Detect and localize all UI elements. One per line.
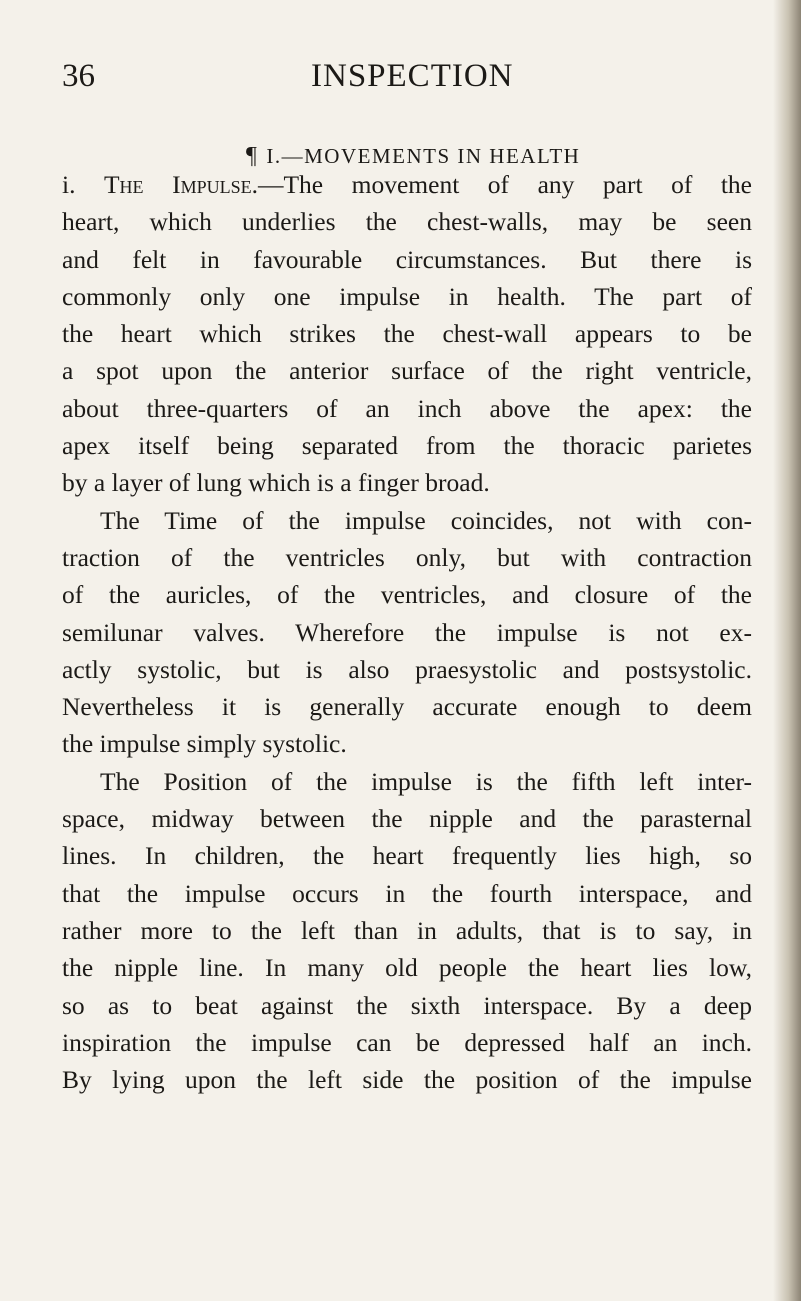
text-line: by a layer of lung which is a finger broad. [62,468,490,498]
text-line: a spot upon the anterior surface of the right ventricle, [62,356,752,386]
text-line: lines. In children, the heart frequently lies high, so [62,841,752,871]
text-line: the nipple line. In many old people the heart lies low, [62,953,752,983]
text-line: apex itself being separated from the thoracic parietes [62,431,752,461]
text-line: actly systolic, but is also praesystolic and postsystolic. [62,654,752,684]
text-line: rather more to the left than in adults, that is to say, in [62,915,752,945]
text-line: and felt in favourable circumstances. But there is [62,244,752,274]
text-line: about three-quarters of an inch above the apex: the [62,393,752,423]
text-line: that the impulse occurs in the fourth interspace, and [62,878,752,908]
text-line: By lying upon the left side the position of the impulse [62,1065,752,1095]
pilcrow-icon: ¶ [246,143,259,169]
text-line: the heart which strikes the chest-wall appears to be [62,319,752,349]
text-line: commonly only one impulse in health. The part of [62,281,752,311]
body-text [62,166,752,1098]
page-edge-shadow [773,0,801,1301]
page-number: 36 [62,58,95,94]
text-line: The Time of the impulse coincides, not with con- [100,505,752,535]
text-line: so as to beat against the sixth interspace. By a deep [62,990,752,1020]
text-line: heart, which underlies the chest-walls, may be seen [62,207,752,237]
text-line: Nevertheless it is generally accurate enough to deem [62,692,752,722]
text-line: traction of the ventricles only, but with contraction [62,542,752,572]
text-line: the impulse simply systolic. [62,729,347,759]
text-line: inspiration the impulse can be depressed half an inch. [62,1027,752,1057]
text-line: space, midway between the nipple and the parasternal [62,804,752,834]
running-head: INSPECTION [311,58,514,94]
run-in-heading: The Impulse. [103,170,258,199]
section-heading-text: I.—MOVEMENTS IN HEALTH [266,144,581,168]
text-line: The Position of the impulse is the fifth left inter- [100,766,752,796]
page-header [62,58,742,102]
text-line: i. The Impulse.—The movement of any part of the [62,170,752,199]
text-line: of the auricles, of the ventricles, and closure of the [62,580,752,610]
text-line: semilunar valves. Wherefore the impulse is not ex- [62,617,752,647]
